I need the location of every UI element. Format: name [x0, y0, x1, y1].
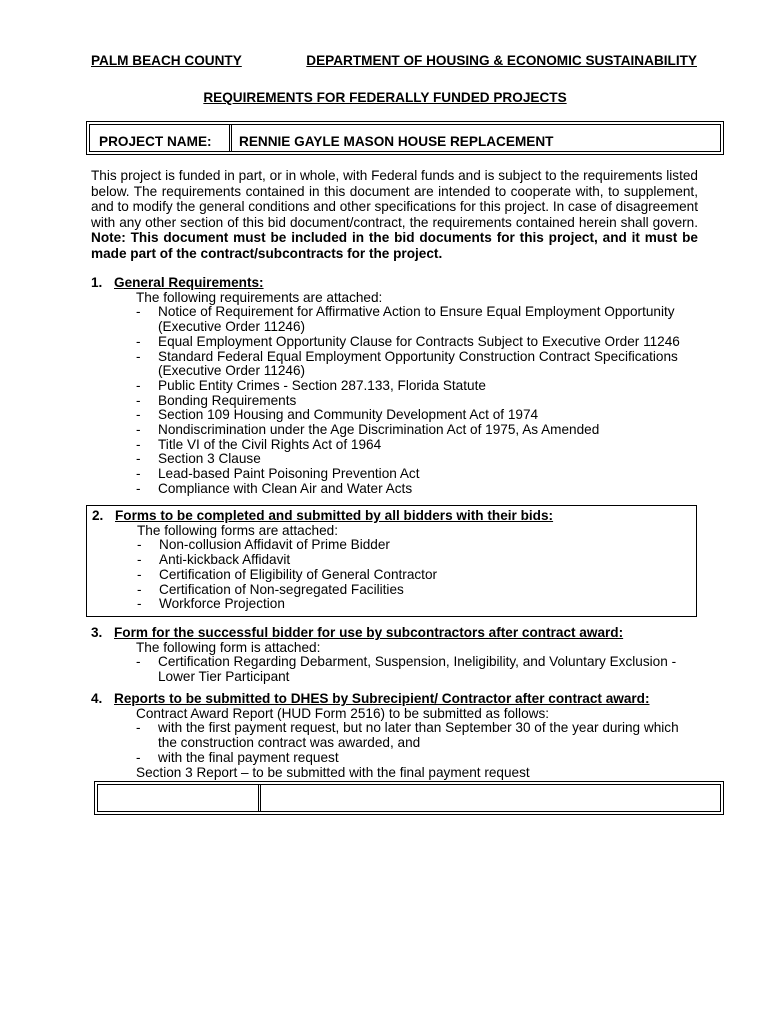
- section-heading: 3. Form for the successful bidder for use by subcontractors after contract award:: [91, 625, 624, 640]
- county-name: PALM BEACH COUNTY: [91, 53, 242, 68]
- intro-paragraph: [91, 168, 698, 262]
- section-subheading: The following form is attached:: [136, 639, 321, 655]
- section-3-report-line: Section 3 Report – to be submitted with the final payment request: [136, 764, 530, 780]
- intro-note: Note: This document must be included in the bid documents for this project, and it must be made part of the contract/subcontracts for the project.: [91, 230, 698, 261]
- list-item: - Title VI of the Civil Rights Act of 1964: [136, 436, 382, 452]
- list-item: - Equal Employment Opportunity Clause for Contracts Subject to Executive Order 11246: [136, 333, 680, 349]
- section-heading: 2. Forms to be completed and submitted by all bidders with their bids:: [92, 508, 554, 523]
- list-item: - Certification of Eligibility of General Contractor: [137, 566, 438, 582]
- letterhead: [91, 53, 697, 68]
- project-name-label: PROJECT NAME:: [90, 125, 232, 151]
- section-heading: 4. Reports to be submitted to DHES by Subrecipient/ Contractor after contract award:: [91, 691, 650, 706]
- list-item: - Compliance with Clean Air and Water Acts: [136, 480, 413, 496]
- section-reports: [91, 692, 711, 780]
- list-item: - Certification of Non-segregated Facilities: [137, 581, 404, 597]
- document-title: REQUIREMENTS FOR FEDERALLY FUNDED PROJECTS: [203, 90, 567, 105]
- section-heading: 1. General Requirements:: [91, 275, 264, 290]
- list-item: - Bonding Requirements: [136, 392, 297, 408]
- list-item: - Workforce Projection: [137, 596, 285, 612]
- footer-cell-left: [98, 785, 261, 811]
- project-name-table: [86, 121, 724, 155]
- list-item: - with the first payment request, but no later than September 30 of the year during which the construction contract was awarded, and: [136, 720, 679, 751]
- list-item: - Certification Regarding Debarment, Suspension, Ineligibility, and Voluntary Exclusion - Lower Tier Participant: [136, 654, 677, 685]
- section-subcontractor-form: [91, 626, 711, 685]
- section-subheading: The following requirements are attached:: [136, 289, 383, 305]
- list-item: - with the final payment request: [136, 749, 339, 765]
- list-item: - Anti-kickback Affidavit: [137, 552, 291, 568]
- section-bidder-forms: [92, 509, 712, 612]
- section-general-requirements: [91, 276, 711, 497]
- list-item: - Nondiscrimination under the Age Discrimination Act of 1975, As Amended: [136, 422, 600, 438]
- list-item: - Section 109 Housing and Community Development Act of 1974: [136, 407, 539, 423]
- intro-text: This project is funded in part, or in whole, with Federal funds and is subject to the requirements listed below. The requirements contained in this document are intended to cooperate with, to supplement, and to modify the general conditions and other specifications for this project. In case of disagreement with any other section of this bid document/contract, the requirements contained herein shall govern.: [91, 168, 698, 230]
- list-item: - Section 3 Clause: [136, 451, 261, 467]
- department-name: DEPARTMENT OF HOUSING & ECONOMIC SUSTAINABILITY: [306, 53, 697, 68]
- list-item: - Notice of Requirement for Affirmative Action to Ensure Equal Employment Opportunity (Executive Order 11246): [136, 304, 675, 335]
- list-item: - Lead-based Paint Poisoning Prevention Act: [136, 466, 420, 482]
- project-name-value: RENNIE GAYLE MASON HOUSE REPLACEMENT: [239, 134, 554, 149]
- reports-list: [91, 721, 711, 765]
- list-item: - Standard Federal Equal Employment Opportunity Construction Contract Specifications (Executive Order 11246): [136, 348, 678, 379]
- requirements-list: [91, 305, 711, 496]
- list-item: - Non-collusion Affidavit of Prime Bidder: [137, 537, 390, 553]
- forms-list: [92, 538, 712, 612]
- section-subheading: The following forms are attached:: [137, 522, 338, 538]
- list-item: - Public Entity Crimes - Section 287.133, Florida Statute: [136, 377, 486, 393]
- section-subheading: Contract Award Report (HUD Form 2516) to be submitted as follows:: [136, 705, 550, 721]
- footer-table: [94, 781, 724, 815]
- form-list: [91, 655, 711, 684]
